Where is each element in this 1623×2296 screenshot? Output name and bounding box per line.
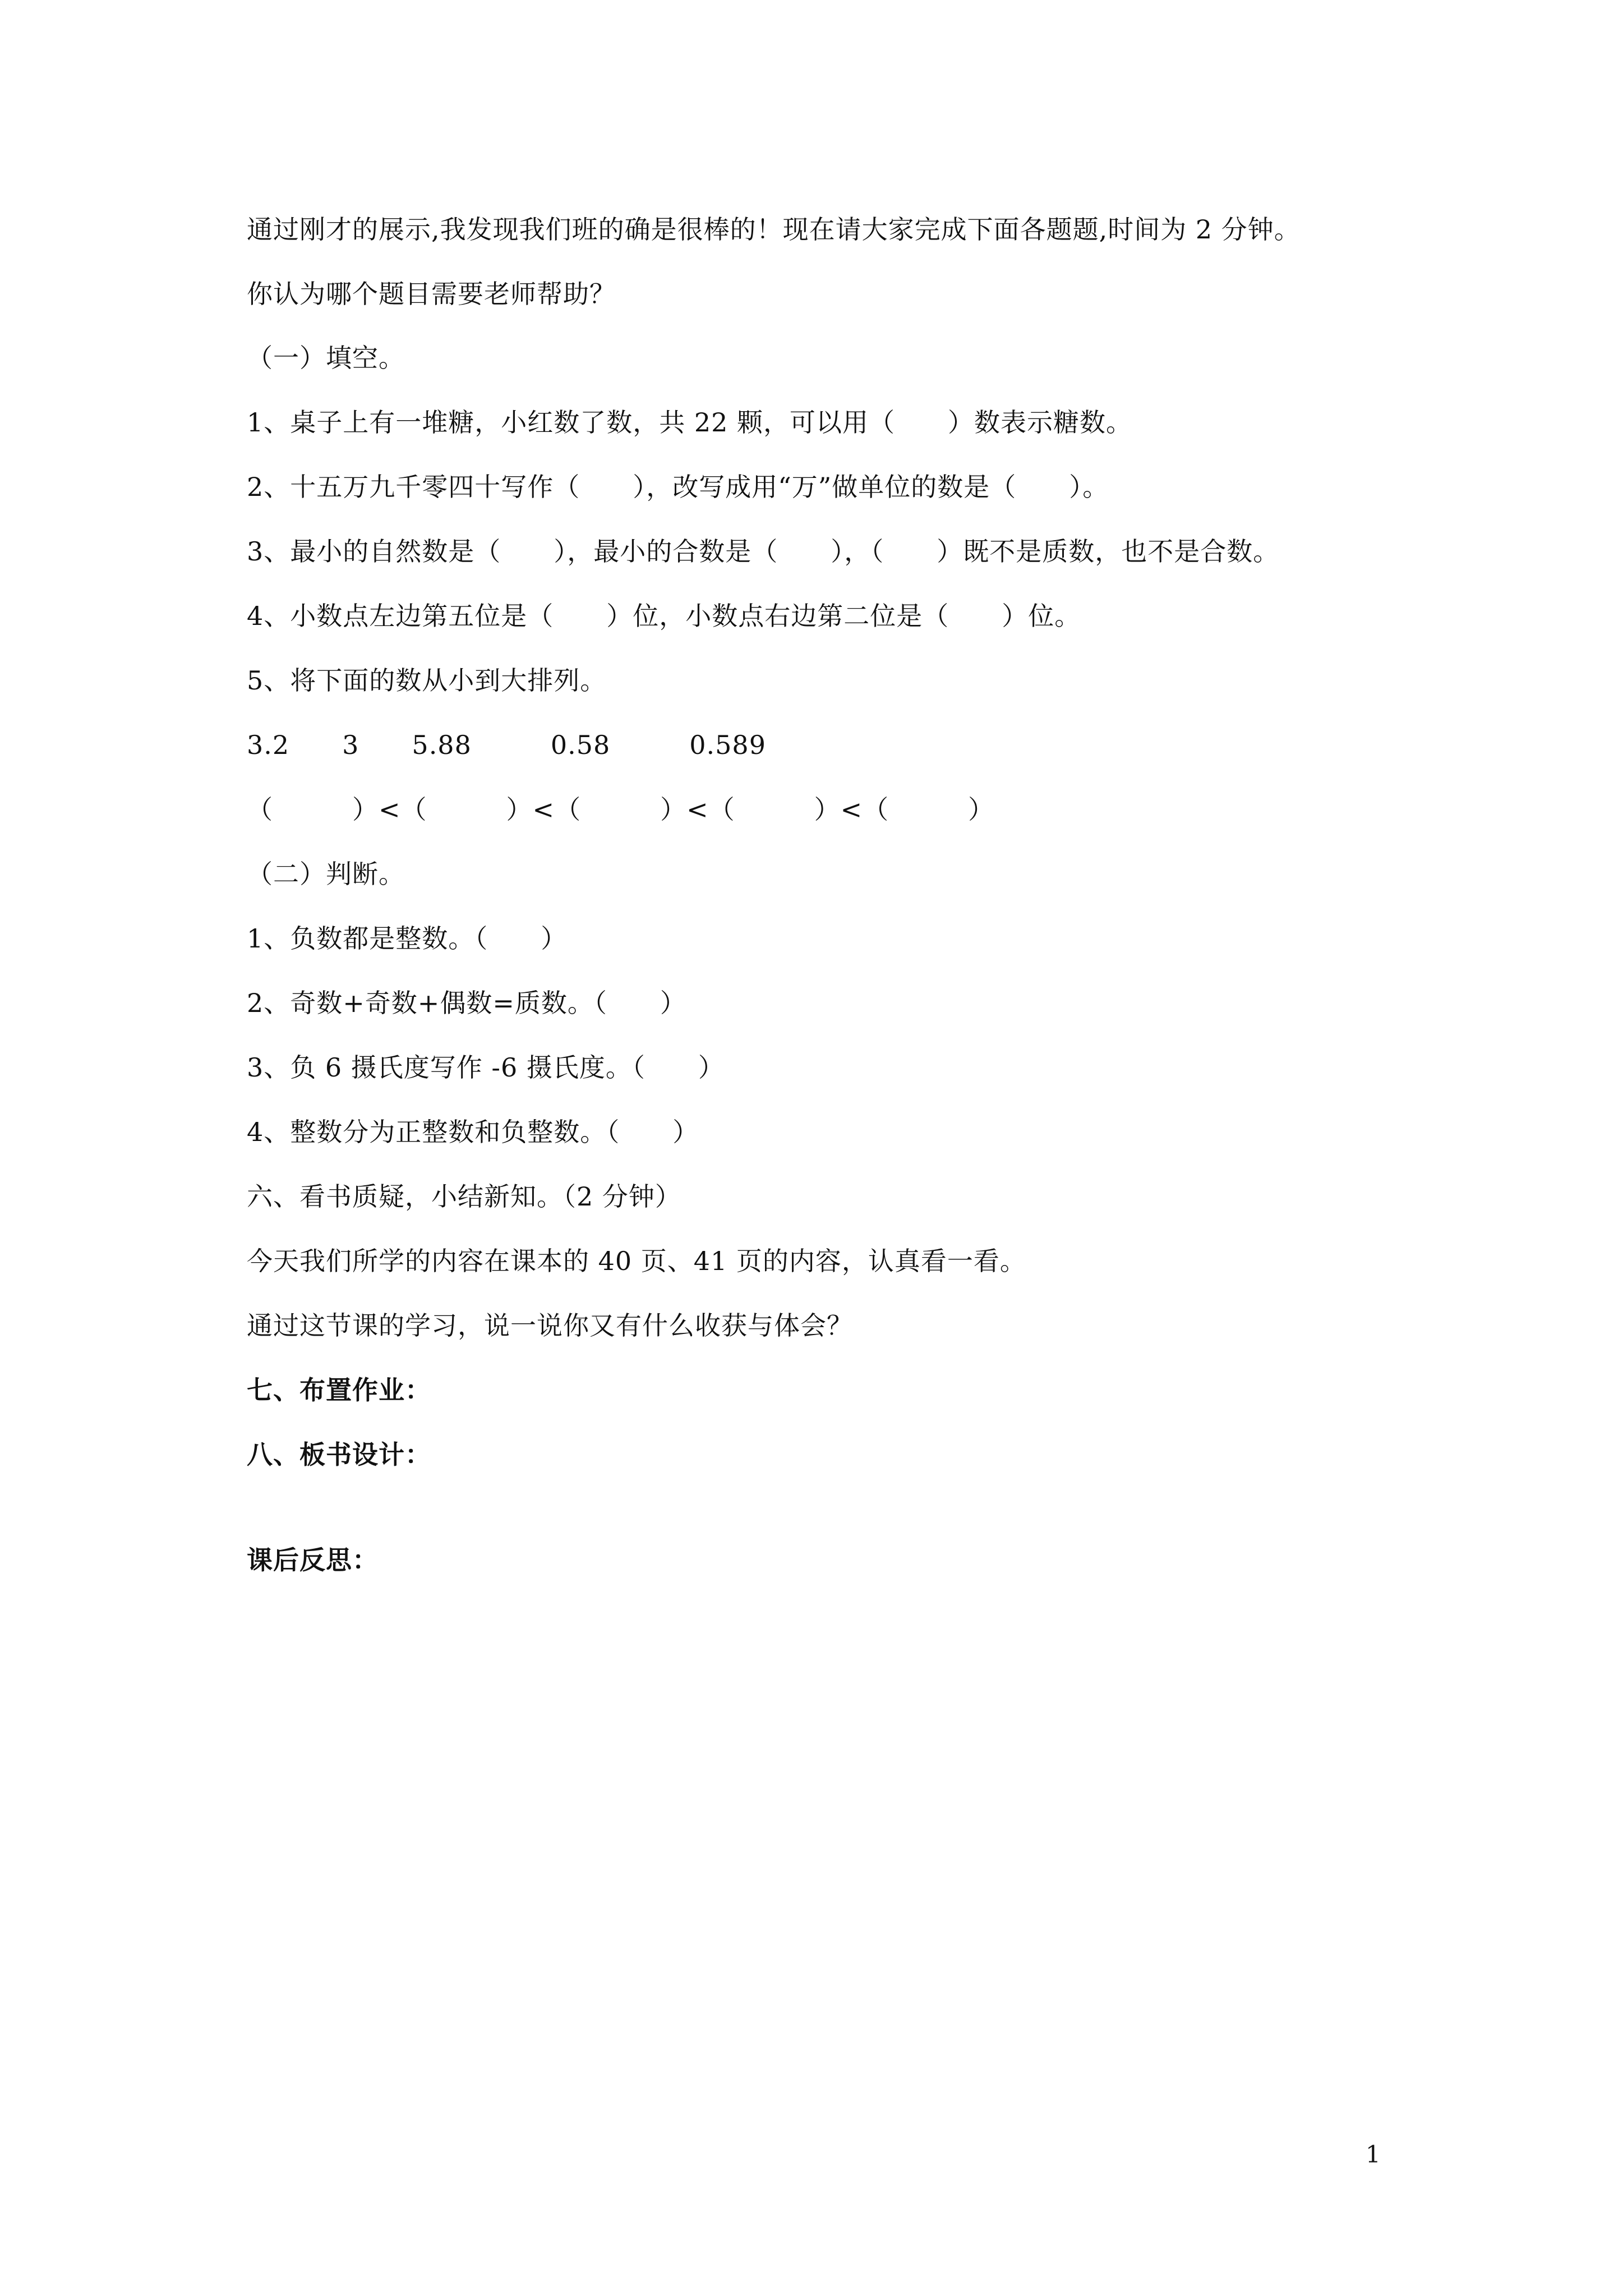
intro-line: 通过刚才的展示,我发现我们班的确是很棒的！现在请大家完成下面各题题,时间为 2 分钟。	[247, 214, 1301, 245]
section-fill-in-heading: （一）填空。	[247, 343, 405, 373]
fill-in-question-2: 2、十五万九千零四十写作（ ），改写成用“万”做单位的数是（ ）。	[247, 472, 1109, 502]
post-class-reflection-heading: 课后反思：	[247, 1545, 379, 1575]
judgment-question-4: 4、整数分为正整数和负整数。（ ）	[247, 1117, 699, 1147]
reflection-prompt: 通过这节课的学习，说一说你又有什么收获与体会？	[247, 1310, 853, 1341]
fill-in-question-5: 5、将下面的数从小到大排列。	[247, 665, 607, 696]
review-instruction: 今天我们所学的内容在课本的 40 页、41 页的内容，认真看一看。	[247, 1246, 1026, 1276]
question-prompt-line: 你认为哪个题目需要老师帮助？	[247, 279, 616, 309]
homework-heading: 七、布置作业：	[247, 1375, 431, 1405]
number-list: 3.2 3 5.88 0.58 0.589	[247, 730, 766, 760]
fill-in-question-4: 4、小数点左边第五位是（ ）位，小数点右边第二位是（ ）位。	[247, 601, 1081, 631]
fill-in-question-1: 1、桌子上有一堆糖，小红数了数，共 22 颗，可以用（ ）数表示糖数。	[247, 407, 1133, 438]
board-design-heading: 八、板书设计：	[247, 1439, 431, 1470]
judgment-question-2: 2、奇数+奇数+偶数=质数。（ ）	[247, 988, 686, 1018]
page-number: 1	[1366, 2141, 1381, 2168]
fill-in-question-3: 3、最小的自然数是（ ），最小的合数是（ ），（ ）既不是质数，也不是合数。	[247, 536, 1280, 567]
judgment-question-1: 1、负数都是整数。（ ）	[247, 923, 568, 954]
ordering-blanks: （ ）<（ ）<（ ）<（ ）<（ ）	[247, 794, 995, 825]
judgment-question-3: 3、负 6 摄氏度写作 -6 摄氏度。（ ）	[247, 1052, 725, 1083]
review-section-heading: 六、看书质疑，小结新知。（2 分钟）	[247, 1181, 681, 1212]
section-judgment-heading: （二）判断。	[247, 859, 405, 889]
